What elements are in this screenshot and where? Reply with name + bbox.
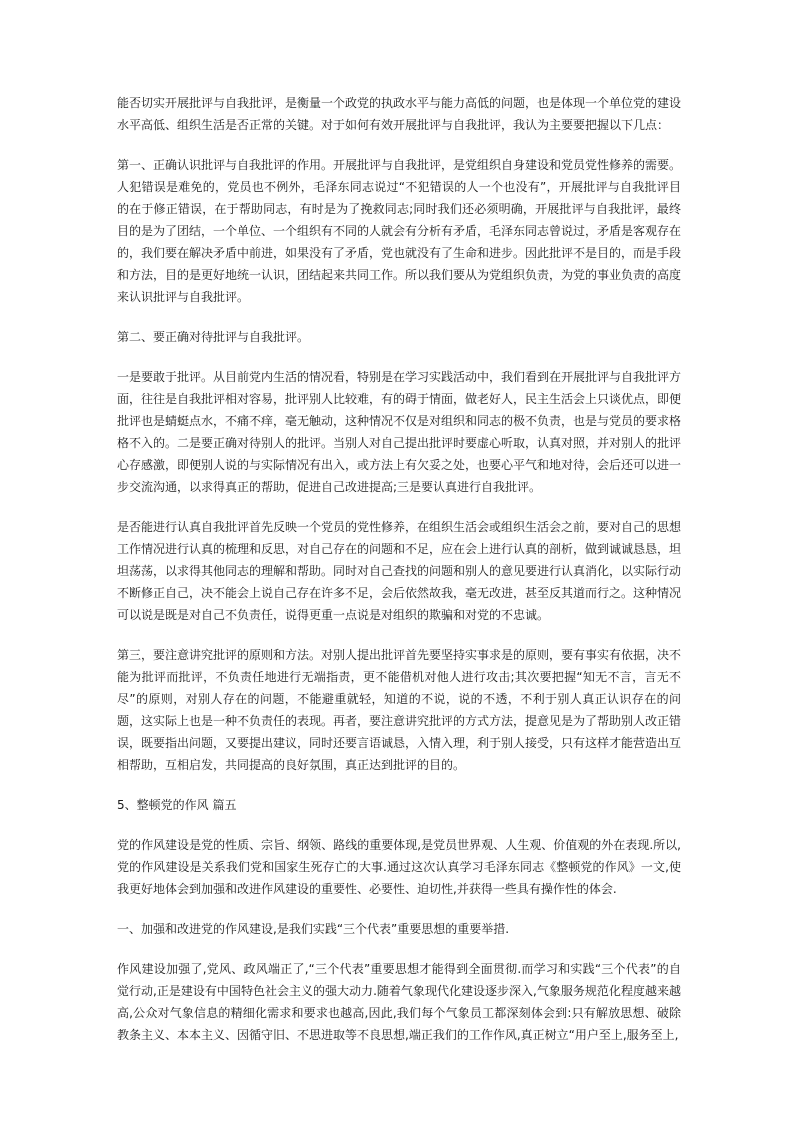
point-two-paragraph: 一是要敢于批评。从目前党内生活的情况看，特别是在学习实践活动中，我们看到在开展批评与自我批评方面，往往是自我批评相对容易，批评别人比较难，有的碍于情面，做老好人，民主生活会上只谈优点，即便批评也是蜻蜓点水，不痛不痒，毫无触动，这种情况不仅是对组织和同志的极不负责，也是与党员的要求格格不入的。二是要正确对待别人的批评。当别人对自己提出批评时要虚心听取，认真对照，并对别人的批评心存感激，即便别人说的与实际情况有出入，或方法上有欠妥之处，也要心平气和地对待，会后还可以进一步交流沟通，以求得真正的帮助，促进自己改进提高;三是要认真进行自我批评。 bbox=[117, 370, 682, 494]
document-body bbox=[117, 92, 681, 1064]
intro-paragraph: 能否切实开展批评与自我批评，是衡量一个政党的执政水平与能力高低的问题，也是体现一个单位党的建设水平高低、组织生活是否正常的关键。对于如何有效开展批评与自我批评，我认为主要要把握以下几点： bbox=[117, 96, 682, 132]
point-three-paragraph: 第三，要注意讲究批评的原则和方法。对别人提出批评首先要坚持实事求是的原则，要有事实有依据，决不能为批评而批评，不负责任地进行无端指责，更不能借机对他人进行攻击;其次要把握“知无不言，言无不尽”的原则，对别人存在的问题，不能避重就轻，知道的不说，说的不透，不利于别人真正认识存在的问题，这实际上也是一种不负责任的表现。再者，要注意讲究批评的方式方法，提意见是为了帮助别人改正错误，既要指出问题，又要提出建议，同时还要言语诚恳，入情入理，利于别人接受，只有这样才能营造出互相帮助，互相启发，共同提高的良好氛围，真正达到批评的目的。 bbox=[117, 648, 682, 772]
point-two-heading: 第二、要正确对待批评与自我批评。 bbox=[117, 330, 310, 344]
subsection-one-paragraph: 作风建设加强了,党风、政风端正了,“三个代表”重要思想才能得到全面贯彻.而学习和实践“三个代表”的自觉行动,正是建设有中国特色社会主义的强大动力.随着气象现代化建设逐步深入,气象服务规范化程度越来越高,公众对气象信息的精细化需求和要求也越高,因此,我们每个气象员工都深刻体会到:只有解放思想、破除教条主义、本本主义、因循守旧、不思进取等不良思想,端正我们的工作作风,真正树立“用户至上,服务至上, bbox=[117, 962, 681, 1042]
self-criticism-paragraph: 是否能进行认真自我批评首先反映一个党员的党性修养，在组织生活会或组织生活会之前，要对自己的思想工作情况进行认真的梳理和反思，对自己存在的问题和不足，应在会上进行认真的剖析，做到诚诚恳恳，坦坦荡荡，以求得其他同志的理解和帮助。同时对自己查找的问题和别人的意见要进行认真消化，以实际行动不断修正自己，决不能会上说自己存在许多不足，会后依然故我，毫无改进，甚至反其道而行之。这种情况可以说是既是对自己不负责任，说得更重一点说是对组织的欺骗和对党的不忠诚。 bbox=[117, 520, 682, 622]
section-five-intro-paragraph: 党的作风建设是党的性质、宗旨、纲领、路线的重要体现,是党员世界观、人生观、价值观的外在表现.所以,党的作风建设是关系我们党和国家生死存亡的大事.通过这次认真学习毛泽东同志《整顿党的作风》一文,使我更好地体会到加强和改进作风建设的重要性、必要性、迫切性,并获得一些具有操作性的体会. bbox=[117, 838, 681, 896]
subsection-one-heading: 一、加强和改进党的作风建设,是我们实践“三个代表”重要思想的重要举措. bbox=[117, 922, 510, 936]
section-five-heading: 5、整顿党的作风 篇五 bbox=[117, 798, 237, 812]
point-one-paragraph: 第一、正确认识批评与自我批评的作用。开展批评与自我批评，是党组织自身建设和党员党性修养的需要。人犯错误是难免的，党员也不例外，毛泽东同志说过“不犯错误的人一个也没有”，开展批评与自我批评目的在于修正错误，在于帮助同志，有时是为了挽救同志;同时我们还必须明确，开展批评与自我批评，最终目的是为了团结，一个单位、一个组织有不同的人就会有分析有矛盾，毛泽东同志曾说过，矛盾是客观存在的，我们要在解决矛盾中前进，如果没有了矛盾，党也就没有了生命和进步。因此批评不是目的，而是手段和方法，目的是更好地统一认识，团结起来共同工作。所以我们要从为党组织负责，为党的事业负责的高度来认识批评与自我批评。 bbox=[117, 158, 682, 304]
